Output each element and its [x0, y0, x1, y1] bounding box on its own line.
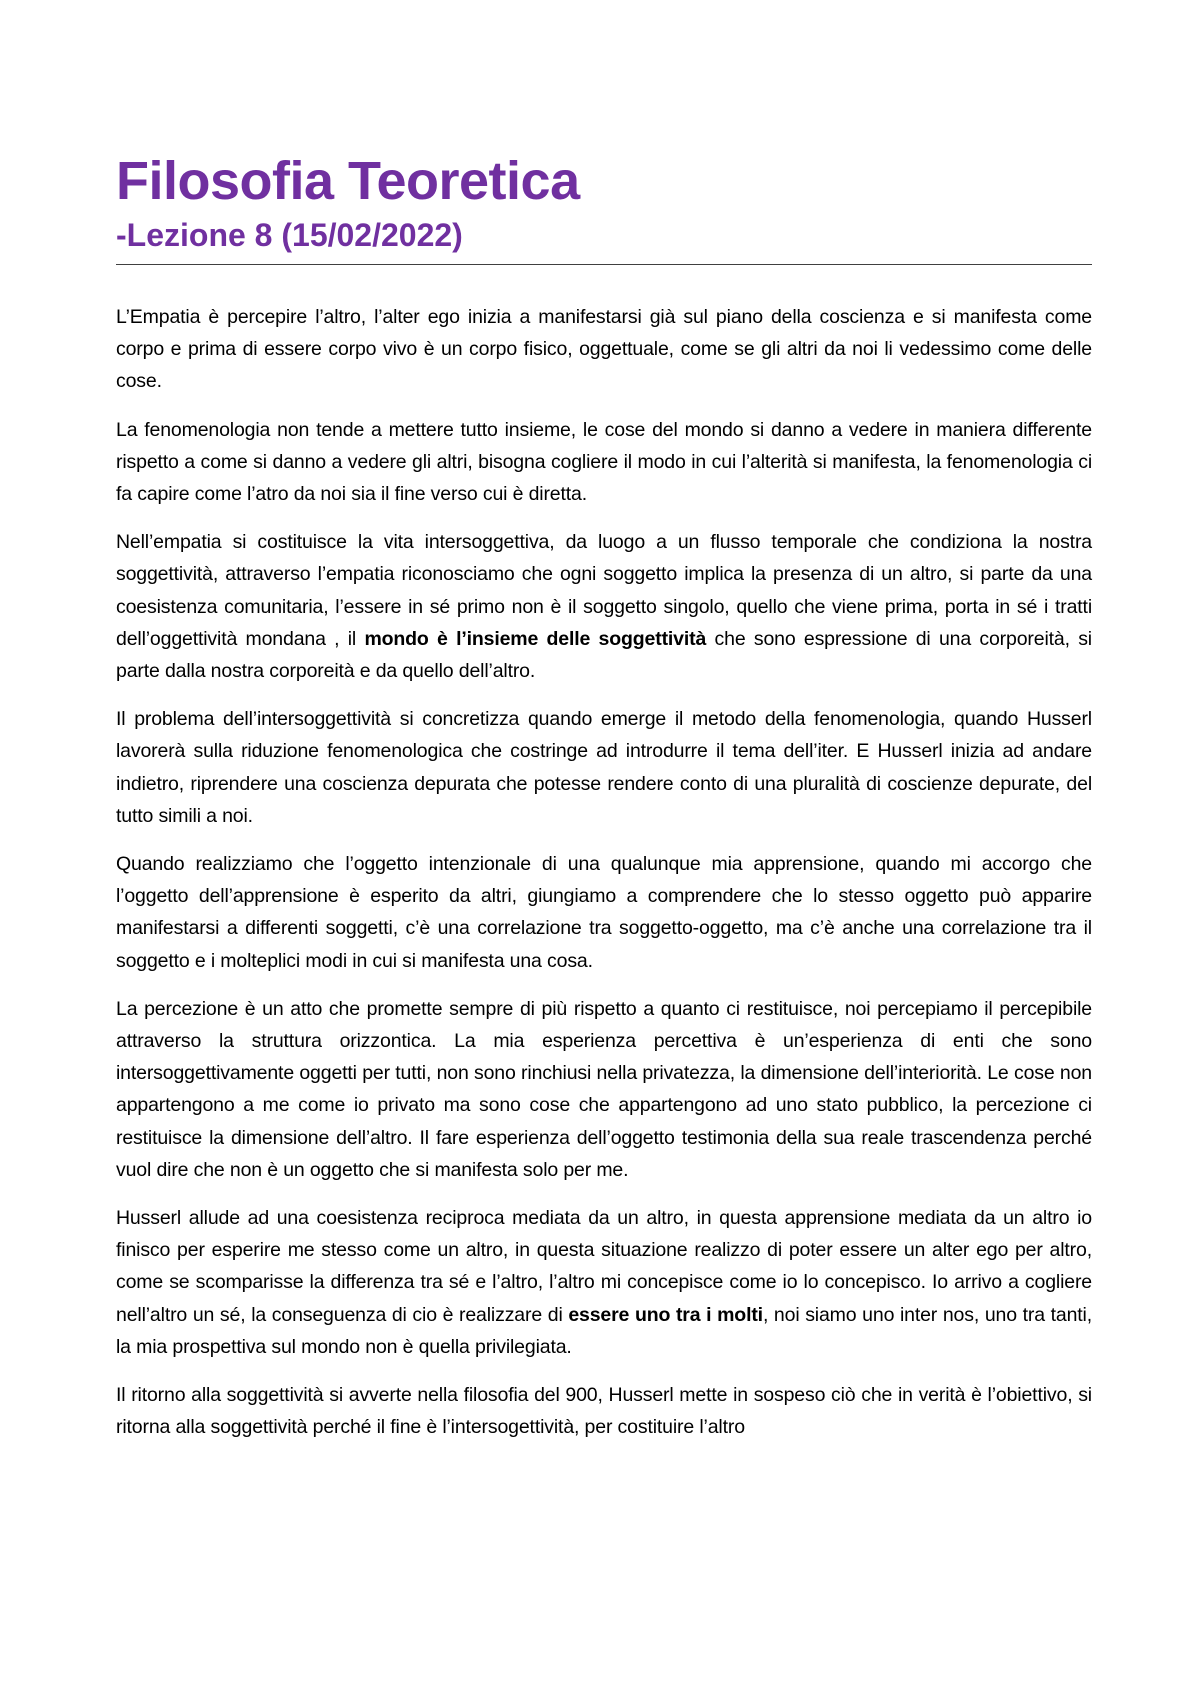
document-body: [116, 301, 1092, 1444]
paragraph-fenomenologia: La fenomenologia non tende a mettere tutto insieme, le cose del mondo si danno a vedere in maniera differente rispetto a come si danno a vedere gli altri, bisogna cogliere il modo in cui l’alterità si manifesta, la fenomenologia ci fa capire come l’atro da noi sia il fine verso cui è diretta.: [116, 418, 1092, 506]
paragraph-text: , noi siamo uno inter nos, uno tra tanti, la mia prospettiva sul mondo non è quella privilegiata.: [116, 1303, 1093, 1358]
paragraph-empatia: L’Empatia è percepire l’altro, l’alter ego inizia a manifestarsi già sul piano della coscienza e si manifesta come corpo e prima di essere corpo vivo è un corpo fisico, oggettuale, come se gli altri da noi li vedessimo come delle cose.: [116, 306, 1092, 393]
document-title: Filosofia Teoretica: [116, 151, 580, 211]
paragraph-ritorno-soggettivita: Il ritorno alla soggettività si avverte nella filosofia del 900, Husserl mette in sospeso ciò che in verità è l’obiettivo, si ritorna alla soggettività perché il fine è l’intersogettività, per costituire l’altro: [116, 1384, 1092, 1439]
document-subtitle: -Lezione 8 (15/02/2022): [116, 214, 1092, 265]
paragraph-coesistenza-reciproca: [116, 1202, 1092, 1363]
document-content: [116, 148, 1092, 1460]
paragraph-percezione: La percezione è un atto che promette sempre di più rispetto a quanto ci restituisce, noi percepiamo il percepibile attraverso la struttura orizzontica. La mia esperienza percettiva è un’esperienza di enti che sono intersoggettivamente oggetti per tutti, non sono rinchiusi nella privatezza, la dimensione dell’interiorità. Le cose non appartengono a me come io privato ma sono cose che appartengono ad uno stato pubblico, la percezione ci restituisce la dimensione dell’altro. Il fare esperienza dell’oggetto testimonia della sua reale trascendenza perché vuol dire che non è un oggetto che si manifesta solo per me.: [116, 997, 1092, 1181]
paragraph-text: che sono espressione di una corporeità, si parte dalla nostra corporeità e da quello dell’altro.: [116, 627, 1092, 683]
paragraph-oggetto-intenzionale: Quando realizziamo che l’oggetto intenzionale di una qualunque mia apprensione, quando mi accorgo che l’oggetto dell’apprensione è esperito da altri, giungiamo a comprendere che lo stesso oggetto può apparire manifestarsi a differenti soggetti, c’è una correlazione tra soggetto-oggetto, ma c’è anche una correlazione tra il soggetto e i molteplici modi in cui si manifesta una cosa.: [116, 853, 1092, 972]
bold-emphasis: essere uno tra i molti: [568, 1303, 763, 1326]
paragraph-vita-intersoggettiva: [116, 526, 1092, 687]
paragraph-text: Nell’empatia si costituisce la vita intersoggettiva, da luogo a un flusso temporale che condiziona la nostra soggettività, attraverso l’empatia riconosciamo che ogni soggetto implica la presenza di un altro, si parte da una coesistenza comunitaria, l’essere in sé primo non è il soggetto singolo, quello che viene prima, porta in sé i tratti dell’oggettività mondana , il: [116, 531, 1092, 650]
paragraph-text: Husserl allude ad una coesistenza reciproca mediata da un altro, in questa apprensione mediata da un altro io finisco per esperire me stesso come un altro, in questa situazione realizzo di poter essere un alter ego per altro, come se scomparisse la differenza tra sé e l’altro, l’altro mi concepisce come io lo concepisco. Io arrivo a cogliere nell’altro un sé, la conseguenza di cio è realizzare di: [116, 1207, 1092, 1326]
paragraph-problema-intersoggettivita: Il problema dell’intersoggettività si concretizza quando emerge il metodo della fenomenologia, quando Husserl lavorerà sulla riduzione fenomenologica che costringe ad introdurre il tema dell’iter. E Husserl inizia ad andare indietro, riprendere una coscienza depurata che potesse rendere conto di una pluralità di coscienze depurate, del tutto simili a noi.: [116, 708, 1092, 827]
bold-emphasis: mondo è l’insieme delle soggettività: [364, 627, 707, 650]
